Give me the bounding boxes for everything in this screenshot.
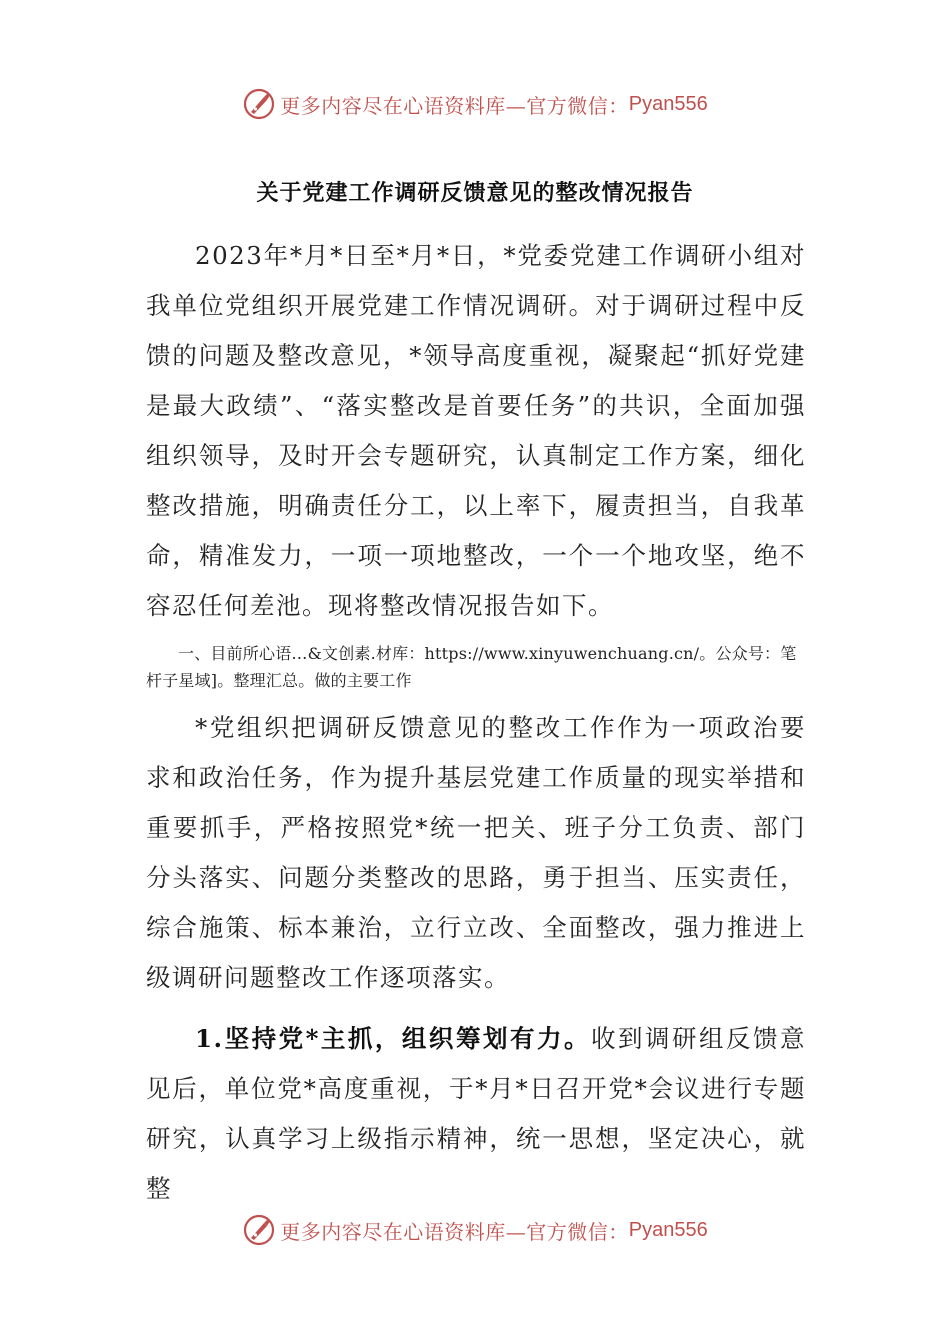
item-1-paragraph [146, 1014, 807, 1203]
body-paragraph-2: *党组织把调研反馈意见的整改工作作为一项政治要求和政治任务，作为提升基层党建工作质量的现实举措和重要抓手，严格按照党*统一把关、班子分工负责、部门分头落实、问题分类整改的思路，勇于担当、压实责任，综合施策、标本兼治，立行立改、全面整改，强力推进上级调研问题整改工作逐项落实。 [146, 713, 806, 992]
banner-text: 更多内容尽在心语资料库—官方微信： [280, 1219, 629, 1244]
footer-banner [0, 1208, 950, 1252]
header-banner [0, 82, 950, 126]
item-1-lead: 1.坚持党*主抓，组织筹划有力。 [195, 1024, 591, 1053]
document-title: 关于党建工作调研反馈意见的整改情况报告 [256, 180, 694, 206]
section-heading: 一、目前所心语…&文创素.材库：https://www.xinyuwenchuang.cn/。公众号：笔杆子星域]。整理汇总。做的主要工作 [146, 644, 797, 690]
banner-text: 更多内容尽在心语资料库—官方微信： [280, 93, 629, 118]
banner-wechat-handle: Pyan556 [628, 1218, 708, 1241]
banner-wechat-handle: Pyan556 [628, 92, 708, 115]
pen-nib-logo-icon [242, 87, 276, 121]
item-1-body: 收到调研组反馈意见后，单位党*高度重视，于*月*日召开党*会议进行专题研究，认真学习上级指示精神，统一思想，坚定决心，就整 [146, 1024, 807, 1203]
intro-paragraph: 2023年*月*日至*月*日，*党委党建工作调研小组对我单位党组织开展党建工作情况调研。对于调研过程中反馈的问题及整改意见，*领导高度重视，凝聚起“抓好党建是最大政绩”、“落实整改是首要任务”的共识，全面加强组织领导，及时开会专题研究，认真制定工作方案，细化整改措施，明确责任分工，以上率下，履责担当，自我革命，精准发力，一项一项地整改，一个一个地攻坚，绝不容忍任何差池。现将整改情况报告如下。 [146, 241, 806, 620]
pen-nib-logo-icon [242, 1213, 276, 1247]
